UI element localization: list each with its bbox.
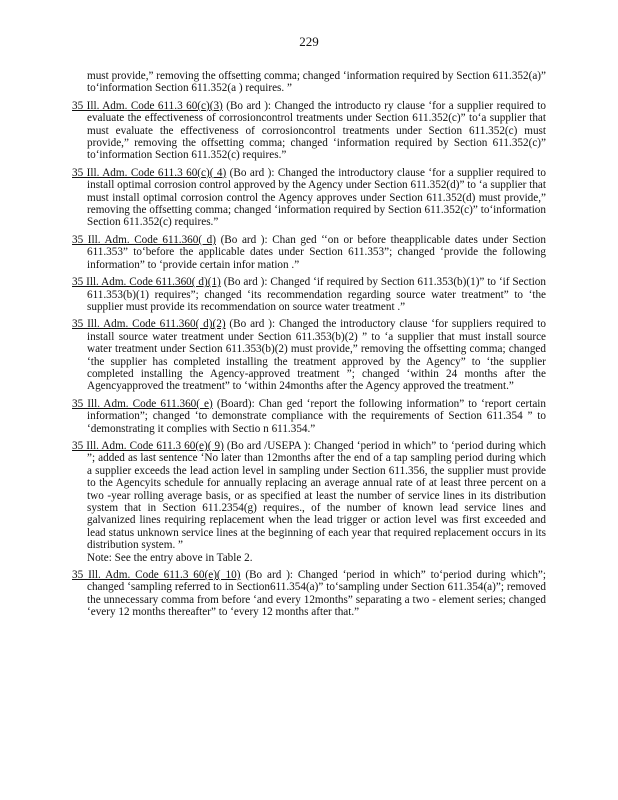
- entry-citation: 35 Ill. Adm. Code 611.3 60(c)( 4): [72, 166, 227, 179]
- page-number: 229: [299, 34, 319, 49]
- entry-611-360-e: [72, 398, 546, 435]
- entry-text: (Bo ard ): Chan ged ‘‘on or before theapplicable dates under Section 611.353” to‘before the applicable dates under Section 611.353”; changed ‘provide the following information” to ‘provide certain infor mation .”: [87, 233, 546, 271]
- entry-611-360-c-3: [72, 100, 546, 162]
- entry-citation: 35 Ill. Adm. Code 611.3 60(e)( 10): [72, 569, 241, 582]
- entry-citation: 35 Ill. Adm. Code 611.3 60(c)(3): [72, 99, 223, 112]
- entry-text: (Bo ard ): Changed the introductory clause ‘for suppliers required to install source water treatment under Section 611.353(b)(2) ” to ‘a supplier that must install source water treatment under Section 611.353(b)(2) must provide,” removing the offsetting comma; changed ‘the supplier has completed installing the treatment approved by the Agency” to ‘the supplier completed installing the Agency-approved treatment ”; changed ‘within 24 months after the Agencyapproved the treatment” to ‘within 24months after the Agency approved the treatment.”: [87, 318, 546, 393]
- entry-text: (Bo ard /USEPA ): Changed ‘period in which” to ‘period during which ”; added as last sentence ‘No later than 12months after the end of a tap sampling period during which a supplier exceeds the lead action level in sampling under Section 611.356, the supplier must provide to the Agencyits schedule for annually replacing an average annual rate of at least three percent on a two -year rolling average basis, or as specified at least the number of service lines in its distribution system that in Section 611.2354(g) requires., of the number of known lead service lines and galvanized lines requiring replacement when the lead trigger or action level was first exceeded and lead status unknown service lines at the beginning of each year that required replacement occurs in its distribution system. ”: [87, 439, 546, 552]
- entry-citation: 35 Ill. Adm. Code 611.360( e): [72, 397, 213, 410]
- entry-611-360-d-1: [72, 276, 546, 313]
- entry-citation: 35 Ill. Adm. Code 611.360( d): [72, 233, 216, 246]
- entry-611-360-e-9: [72, 440, 546, 564]
- entry-note: Note: See the entry above in Table 2.: [87, 551, 253, 564]
- entry-text: (Bo ard ): Changed ‘if required by Section 611.353(b)(1)” to ‘if Section 611.353(b)(1) requires”; changed ‘its recommendation regarding source water treatment” to ‘the supplier must provide its recommendation on source water treatment .”: [87, 276, 546, 313]
- entry-611-360-c-4: [72, 167, 546, 229]
- entry-citation: 35 Ill. Adm. Code 611.360( d)(2): [72, 318, 226, 331]
- entry-citation: 35 Ill. Adm. Code 611.360( d)(1): [72, 276, 221, 289]
- entry-611-360-e-10: [72, 569, 546, 619]
- entry-text: (Board): Chan ged ‘report the following information” to ‘report certain information”; changed ‘to demonstrate compliance with the requirements of Section 611.354 ” to ‘demonstrating it complies with Sectio n 611.354.”: [87, 397, 546, 435]
- entry-611-360-d: [72, 234, 546, 271]
- entry-continuation: [72, 70, 546, 95]
- entry-text: (Bo ard ): Changed the introductory clause ‘for a supplier required to install optimal corrosion control approved by the Agency under Section 611.352(d)” to ‘a supplier that must install optimal corrosion control the Agency approves under Section 611.352(d) must provide,” removing the offsetting comma; changed ‘information required by Section 611.352(c)” to‘information Section 611.352(c) requires.”: [87, 166, 546, 229]
- entry-text: must provide,” removing the offsetting comma; changed ‘information required by Section 611.352(a)” to‘information Section 611.352(a ) requires. ”: [87, 70, 546, 95]
- entry-citation: 35 Ill. Adm. Code 611.3 60(e)( 9): [72, 439, 224, 452]
- entry-text: (Bo ard ): Changed the introducto ry clause ‘for a supplier required to evaluate the effectiveness of corrosioncontrol treatments under Section 611.352(c)” to‘a supplier that must evaluate the effectiveness of corrosioncontrol treatments under Section 611.352(c) must provide,” removing the offsetting comma; changed ‘information required by Section 611.352(c)” to‘information Section 611.352(c) requires.”: [87, 99, 546, 162]
- page-content: [72, 70, 546, 624]
- entry-text: (Bo ard ): Changed ‘period in which” to‘period during which”; changed ‘sampling referred to in Section611.354(a)” to‘sampling under Section 611.354(a)”; removed the unnecessary comma from before ‘and every 12months” separating a two - element series; changed ‘every 12 months thereafter” to ‘every 12 months after that.”: [87, 569, 546, 619]
- entry-611-360-d-2: [72, 318, 546, 392]
